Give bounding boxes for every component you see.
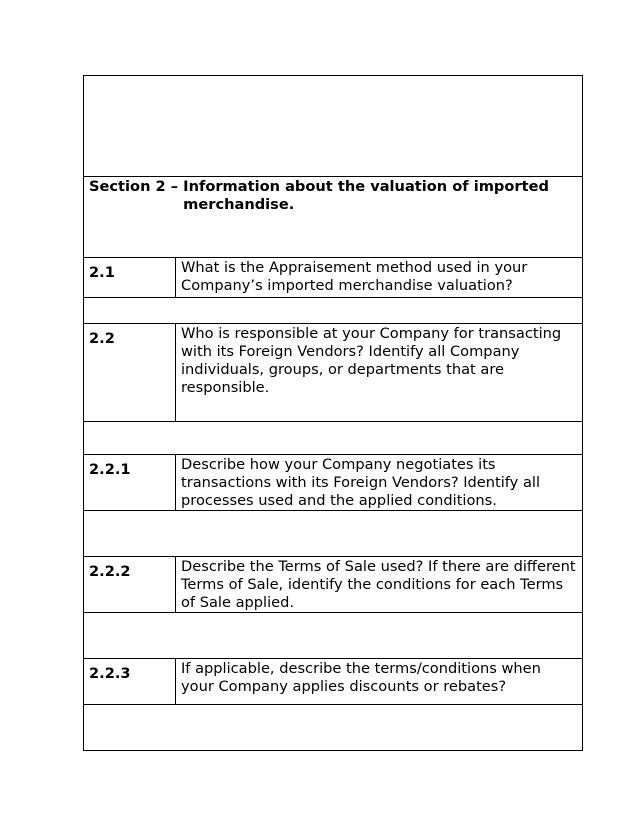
answer-area[interactable]: [84, 298, 583, 324]
blank-top-row: [84, 76, 583, 177]
section-header-row: [84, 177, 583, 258]
question-row-2-1: [84, 258, 583, 298]
question-text: What is the Appraisement method used in your Company’s imported merchandise valuation?: [176, 258, 583, 298]
question-text: If applicable, describe the terms/conditions when your Company applies discounts or rebates?: [176, 659, 583, 705]
question-text: Who is responsible at your Company for transacting with its Foreign Vendors? Identify all Company individuals, groups, or departments that are responsible.: [176, 324, 583, 422]
question-number: 2.1: [84, 258, 176, 298]
question-number: 2.2.3: [84, 659, 176, 705]
section-title: Information about the valuation of imported merchandise.: [183, 178, 549, 213]
question-text: Describe the Terms of Sale used? If there are different Terms of Sale, identify the conditions for each Terms of Sale applied.: [176, 557, 583, 613]
section-label: Section 2 –: [89, 178, 184, 195]
section-heading: [89, 178, 582, 214]
answer-area[interactable]: [84, 705, 583, 751]
answer-area[interactable]: [84, 613, 583, 659]
answer-row-2-2-3: [84, 705, 583, 751]
question-row-2-2: [84, 324, 583, 422]
question-row-2-2-2: [84, 557, 583, 613]
blank-top-cell: [84, 76, 583, 177]
questionnaire-table: [83, 75, 583, 751]
question-number: 2.2.1: [84, 455, 176, 511]
question-text: Describe how your Company negotiates its transactions with its Foreign Vendors? Identify all processes used and the applied conditions.: [176, 455, 583, 511]
section-header-cell: [84, 177, 583, 258]
question-number: 2.2: [84, 324, 176, 422]
answer-area[interactable]: [84, 422, 583, 455]
question-number: 2.2.2: [84, 557, 176, 613]
answer-row-2-1: [84, 298, 583, 324]
question-row-2-2-1: [84, 455, 583, 511]
answer-row-2-2: [84, 422, 583, 455]
answer-area[interactable]: [84, 511, 583, 557]
answer-row-2-2-2: [84, 613, 583, 659]
question-row-2-2-3: [84, 659, 583, 705]
answer-row-2-2-1: [84, 511, 583, 557]
